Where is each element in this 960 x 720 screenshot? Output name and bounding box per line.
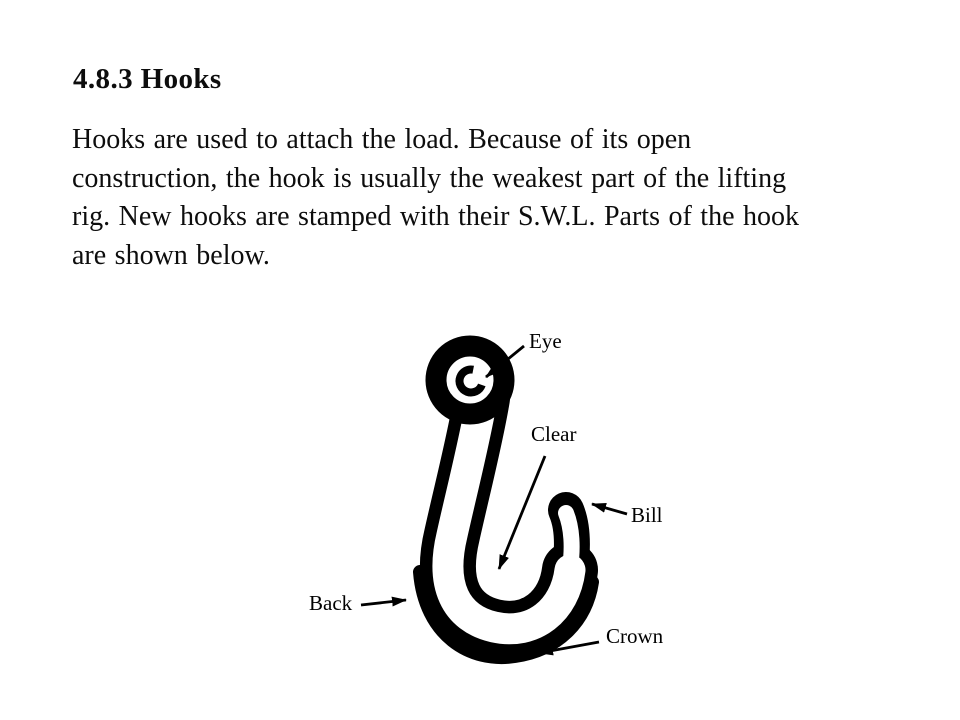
- part-label-eye: Eye: [529, 329, 562, 353]
- paragraph-line: Hooks are used to attach the load. Because of its open: [72, 124, 692, 155]
- texture-dot: [521, 598, 525, 602]
- paragraph-line: rig. New hooks are stamped with their S.W.L. Parts of the hook: [72, 201, 800, 232]
- section-heading: 4.8.3 Hooks: [73, 63, 222, 95]
- part-label-clear: Clear: [531, 422, 577, 446]
- texture-dot: [450, 450, 454, 454]
- texture-dot: [428, 560, 432, 564]
- paragraph-line: construction, the hook is usually the weakest part of the lifting: [72, 162, 787, 194]
- bill-arrow: [592, 504, 627, 514]
- texture-dot: [495, 445, 498, 448]
- back-arrow: [361, 600, 406, 605]
- part-label-back: Back: [309, 591, 353, 615]
- part-label-bill: Bill: [631, 503, 663, 527]
- hook-eye-ring: [436, 346, 504, 414]
- clear-arrow: [499, 456, 545, 569]
- paragraph-line: are shown below.: [72, 239, 270, 271]
- hook-bill-core: [566, 513, 572, 568]
- part-label-crown: Crown: [606, 624, 664, 648]
